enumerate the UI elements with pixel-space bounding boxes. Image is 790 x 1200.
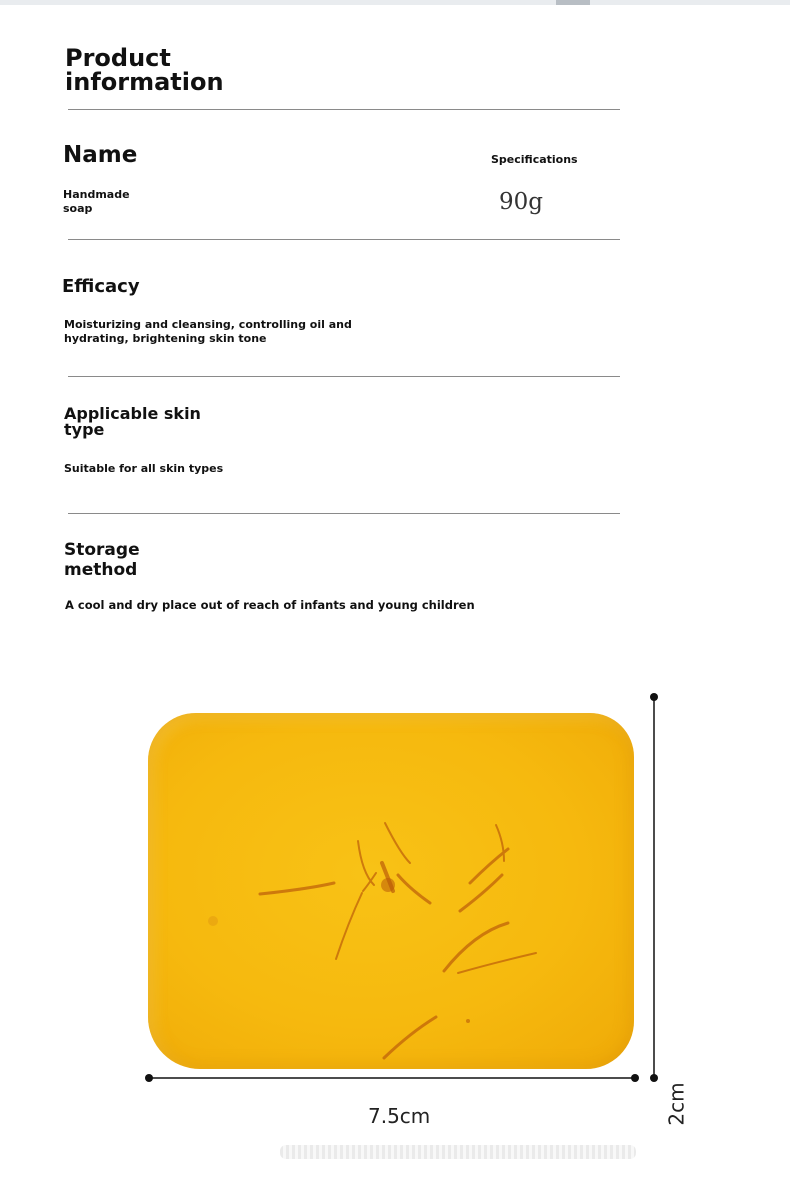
divider xyxy=(68,513,620,514)
divider xyxy=(68,376,620,377)
page-title: Product information xyxy=(65,44,224,96)
specifications-value: 90g xyxy=(499,189,543,215)
efficacy-text: Moisturizing and cleansing, controlling oil and hydrating, brightening skin tone xyxy=(64,318,352,345)
skin-type-heading: Applicable skin type xyxy=(64,404,201,439)
dimension-lines xyxy=(0,680,790,1100)
divider xyxy=(68,239,620,240)
width-dimension-label: 7.5cm xyxy=(368,1104,431,1128)
storage-heading: Storage method xyxy=(64,540,140,580)
skin-type-text: Suitable for all skin types xyxy=(64,462,224,475)
name-heading: Name xyxy=(63,142,138,168)
ground-shadow xyxy=(280,1145,636,1159)
specifications-heading: Specifications xyxy=(491,153,578,166)
top-bar-accent xyxy=(556,0,590,5)
divider xyxy=(68,109,620,110)
name-value: Handmade soap xyxy=(63,188,130,215)
storage-text: A cool and dry place out of reach of infants and young children xyxy=(65,598,475,612)
efficacy-heading: Efficacy xyxy=(62,276,140,297)
top-bar xyxy=(0,0,790,5)
height-dimension-label: 2cm xyxy=(664,1082,689,1126)
